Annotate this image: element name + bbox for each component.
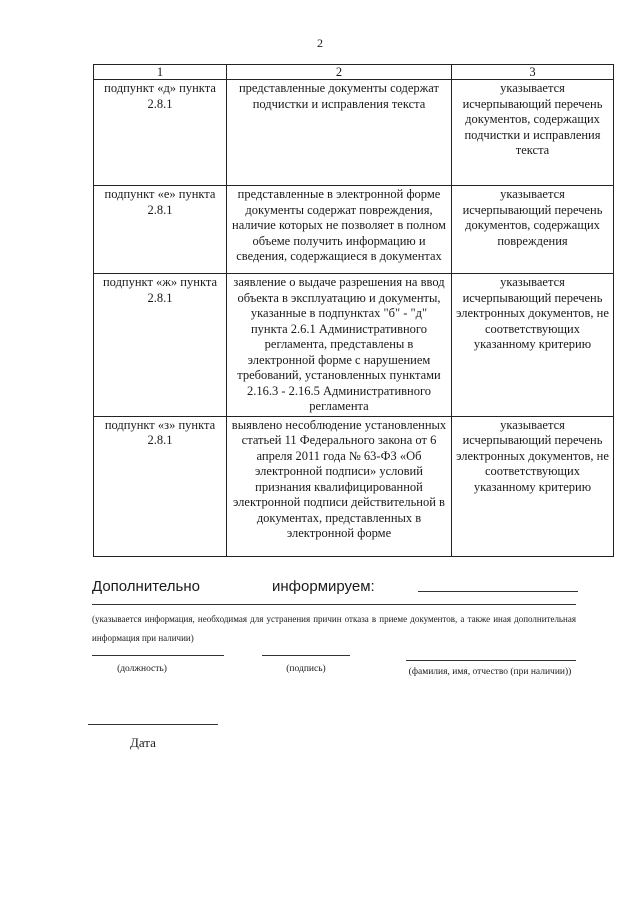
table-header-cell: 2	[227, 65, 452, 80]
refusal-reasons-table	[93, 64, 614, 557]
table-header-cell: 3	[452, 65, 614, 80]
table-cell-clause: подпункт «ж» пункта 2.8.1	[94, 274, 227, 417]
table-cell-explanation: указывается исчерпывающий перечень документов, содержащих подчистки и исправления текста	[452, 80, 614, 186]
table-header-row	[94, 65, 614, 80]
table-cell-explanation: указывается исчерпывающий перечень электронных документов, не соответствующих указанному критерию	[452, 274, 614, 417]
table-cell-reason: представленные в электронной форме документы содержат повреждения, наличие которых не позволяет в полном объеме получить информацию и сведения, содержащиеся в документах	[227, 186, 452, 274]
table-cell-clause: подпункт «з» пункта 2.8.1	[94, 416, 227, 556]
table-cell-reason: выявлено несоблюдение установленных статьей 11 Федерального закона от 6 апреля 2011 года № 63-ФЗ «Об электронной подписи» условий признания квалифицированной электронной подписи действительной в документах, представленных в электронной форме	[227, 416, 452, 556]
additional-info-word2: информируем:	[272, 578, 375, 595]
name-label: (фамилия, имя, отчество (при наличии))	[408, 667, 572, 677]
additional-info-fill-line	[92, 604, 576, 605]
table-row	[94, 274, 614, 417]
table-cell-clause: подпункт «е» пункта 2.8.1	[94, 186, 227, 274]
table-row	[94, 416, 614, 556]
date-line	[88, 724, 218, 725]
table-cell-clause: подпункт «д» пункта 2.8.1	[94, 80, 227, 186]
position-label: (должность)	[117, 664, 167, 674]
page-number: 2	[317, 36, 323, 50]
signature-line	[262, 655, 350, 656]
date-label: Дата	[130, 735, 156, 750]
additional-info-heading	[92, 578, 375, 595]
table-cell-explanation: указывается исчерпывающий перечень электронных документов, не соответствующих указанному критерию	[452, 416, 614, 556]
table-cell-reason: представленные документы содержат подчистки и исправления текста	[227, 80, 452, 186]
additional-info-hint: (указывается информация, необходимая для устранения причин отказа в приеме документов, а также иная дополнительная информация при наличии)	[92, 614, 576, 643]
table-row	[94, 186, 614, 274]
name-signature-line	[406, 660, 576, 661]
additional-info-word1: Дополнительно	[92, 578, 200, 595]
signature-label: (подпись)	[286, 664, 326, 674]
table-header-cell: 1	[94, 65, 227, 80]
additional-info-fill-line	[418, 591, 578, 592]
table-cell-explanation: указывается исчерпывающий перечень документов, содержащих повреждения	[452, 186, 614, 274]
table-cell-reason: заявление о выдаче разрешения на ввод объекта в эксплуатацию и документы, указанные в подпунктах "б" - "д" пункта 2.6.1 Административного регламента, представлены в электронной форме с нарушением требований, установленных пунктами 2.16.3 - 2.16.5 Административного регламента	[227, 274, 452, 417]
table-row	[94, 80, 614, 186]
position-signature-line	[92, 655, 224, 656]
